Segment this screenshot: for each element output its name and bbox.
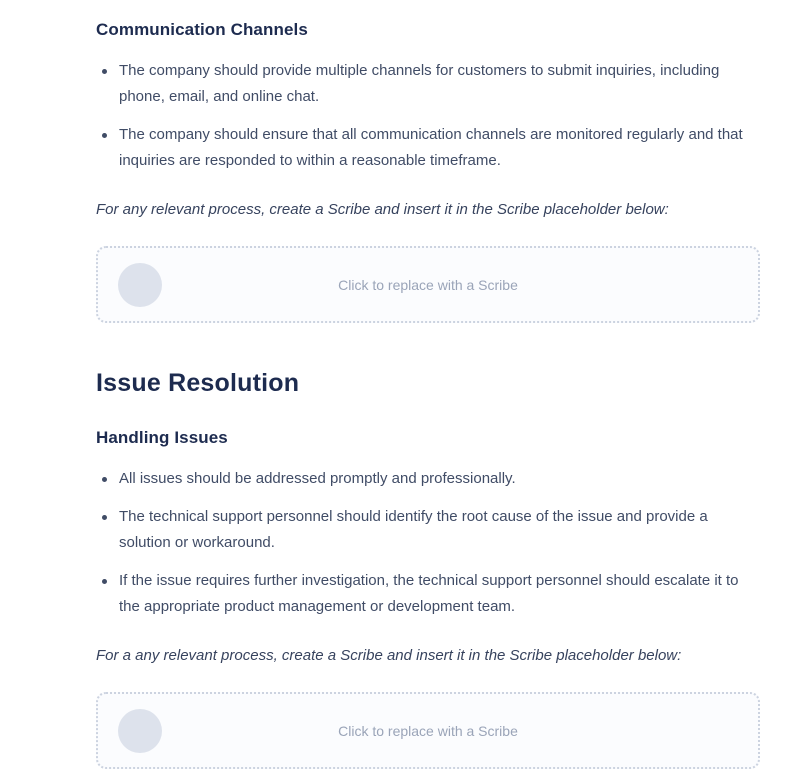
list-item-text: The company should provide multiple channels for customers to submit inquiries, including phone, email, and online chat. bbox=[119, 62, 720, 105]
scribe-prompt-text: For any relevant process, create a Scribe and insert it in the Scribe placeholder below: bbox=[96, 201, 669, 218]
section-communication-channels bbox=[96, 20, 760, 323]
scribe-placeholder-label: Click to replace with a Scribe bbox=[338, 276, 518, 293]
scribe-prompt-text: For a any relevant process, create a Scribe and insert it in the Scribe placeholder below: bbox=[96, 647, 682, 664]
scribe-placeholder-label: Click to replace with a Scribe bbox=[338, 722, 518, 739]
list-item bbox=[96, 58, 760, 110]
bullet-dot-icon bbox=[102, 69, 107, 74]
heading-issue-resolution: Issue Resolution bbox=[96, 369, 300, 397]
list-item bbox=[96, 122, 760, 174]
scribe-placeholder[interactable] bbox=[96, 692, 760, 769]
heading-handling-issues: Handling Issues bbox=[96, 428, 228, 447]
bullet-dot-icon bbox=[102, 133, 107, 138]
list-item-text: The company should ensure that all communication channels are monitored regularly and that inquiries are responded to within a reasonable timeframe. bbox=[119, 126, 743, 169]
list-item bbox=[96, 504, 760, 556]
list-item bbox=[96, 568, 760, 620]
bullet-dot-icon bbox=[102, 477, 107, 482]
section-issue-resolution bbox=[96, 369, 760, 769]
heading-communication-channels: Communication Channels bbox=[96, 20, 308, 39]
list-item-text: All issues should be addressed promptly and professionally. bbox=[119, 470, 516, 487]
handling-issues-bullet-list bbox=[96, 466, 760, 620]
list-item-text: If the issue requires further investigation, the technical support personnel should escalate it to the appropriate product management or development team. bbox=[119, 572, 739, 615]
document-content bbox=[96, 20, 760, 769]
scribe-placeholder[interactable] bbox=[96, 246, 760, 323]
list-item-text: The technical support personnel should identify the root cause of the issue and provide a solution or workaround. bbox=[119, 508, 708, 551]
communication-bullet-list bbox=[96, 58, 760, 174]
bullet-dot-icon bbox=[102, 515, 107, 520]
list-item bbox=[96, 466, 760, 492]
bullet-dot-icon bbox=[102, 579, 107, 584]
